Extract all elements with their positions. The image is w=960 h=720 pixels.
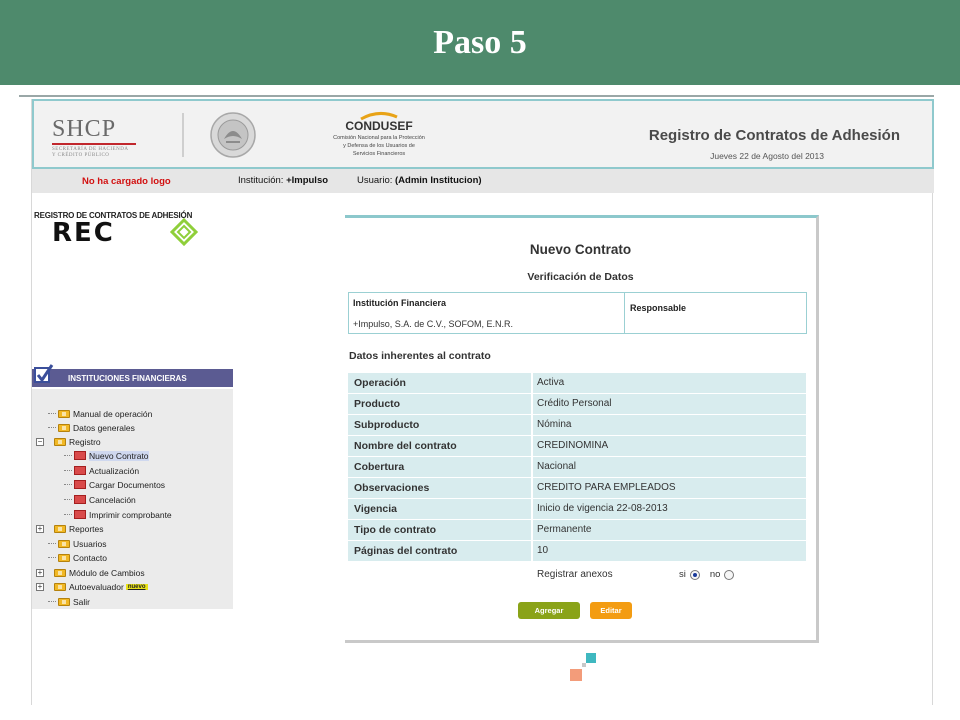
sidebar-item-nuevo-contrato[interactable] xyxy=(64,449,149,462)
row-key: Cobertura xyxy=(354,461,405,473)
reco-title: REGISTRO DE CONTRATOS DE ADHESIÓN xyxy=(34,211,193,220)
sidebar-item-manual[interactable] xyxy=(48,407,152,420)
sidebar-item-contacto[interactable] xyxy=(48,551,107,564)
sidebar-item-label: Registro xyxy=(69,436,101,447)
sidebar-item-cargar-documentos[interactable] xyxy=(64,478,165,491)
condusef-logo xyxy=(304,109,454,167)
page-icon xyxy=(74,480,86,489)
condusef-name: CONDUSEF xyxy=(345,119,413,133)
table-row xyxy=(348,436,806,457)
sidebar-item-modulo-cambios[interactable] xyxy=(36,566,145,579)
sidebar-item-label: Contacto xyxy=(73,552,108,563)
table-row xyxy=(348,478,806,499)
sidebar-item-salir[interactable] xyxy=(48,595,90,608)
sidebar-item-actualizacion[interactable] xyxy=(64,464,139,477)
sidebar-item-label: Cargar Documentos xyxy=(89,479,166,490)
responsable-header: Responsable xyxy=(630,303,687,313)
row-key: Subproducto xyxy=(354,419,420,431)
reco-logo xyxy=(34,211,224,263)
folder-icon xyxy=(54,525,66,533)
sidebar-item-label: Nuevo Contrato xyxy=(89,450,149,461)
row-key: Tipo de contrato xyxy=(354,524,437,536)
cell-divider xyxy=(531,499,533,520)
section-label: INSTITUCIONES FINANCIERAS xyxy=(68,374,187,383)
page-icon xyxy=(74,466,86,475)
mexico-seal-icon xyxy=(204,111,262,159)
anexos-radio-group xyxy=(679,569,738,580)
folder-icon xyxy=(58,598,70,606)
user-value: (Admin Institucion) xyxy=(395,175,482,186)
sidebar-menu xyxy=(32,389,233,609)
institution-value: +Impulso xyxy=(286,175,329,186)
slide-header xyxy=(0,0,960,85)
row-value: Nacional xyxy=(537,461,576,472)
sidebar-item-label: Imprimir comprobante xyxy=(89,509,172,520)
row-key: Producto xyxy=(354,398,401,410)
shcp-red-bar xyxy=(52,143,136,145)
user-label: Usuario: xyxy=(357,175,393,186)
sidebar-item-usuarios[interactable] xyxy=(48,537,107,550)
slide-title: Paso 5 xyxy=(433,23,527,61)
row-value: Activa xyxy=(537,377,565,388)
form-title: Nuevo Contrato xyxy=(529,242,632,257)
editar-button[interactable]: Editar xyxy=(590,602,632,619)
section-title: Datos inherentes al contrato xyxy=(349,350,491,362)
cell-divider xyxy=(531,394,533,415)
sidebar-item-label: Autoevaluador xyxy=(69,581,124,592)
institution-label: Institución: xyxy=(238,175,284,186)
condusef-swoosh-icon xyxy=(359,111,399,121)
expand-icon[interactable]: + xyxy=(37,581,43,591)
cell-divider xyxy=(531,415,533,436)
checkbox-check-icon xyxy=(34,363,54,385)
header-banner xyxy=(32,99,934,169)
tree-line xyxy=(64,499,72,500)
institution-table xyxy=(348,292,807,334)
sidebar-item-label: Actualización xyxy=(89,465,140,476)
sidebar-item-label: Módulo de Cambios xyxy=(69,567,145,578)
shcp-sub-2: Y CRÉDITO PÚBLICO xyxy=(52,153,110,158)
table-row xyxy=(348,520,806,541)
table-row xyxy=(348,394,806,415)
sidebar-item-label: Usuarios xyxy=(73,538,107,549)
table-row xyxy=(348,541,806,562)
cell-divider xyxy=(531,541,533,562)
row-value: Crédito Personal xyxy=(537,398,612,409)
reco-diamond-icon xyxy=(170,218,198,246)
tree-line xyxy=(64,484,72,485)
cell-divider xyxy=(531,436,533,457)
folder-icon xyxy=(54,569,66,577)
sidebar-item-registro[interactable] xyxy=(36,435,101,448)
radio-no-label: no xyxy=(709,569,721,580)
cell-divider xyxy=(531,520,533,541)
sidebar xyxy=(32,193,233,607)
page-icon xyxy=(74,510,86,519)
row-key: Operación xyxy=(354,377,406,389)
folder-icon xyxy=(58,554,70,562)
sidebar-item-label: Salir xyxy=(73,596,91,607)
contract-data-table xyxy=(348,373,806,562)
screenshot-frame xyxy=(19,95,934,710)
expand-icon[interactable]: + xyxy=(37,567,43,577)
folder-icon xyxy=(54,583,66,591)
section-instituciones-financieras[interactable] xyxy=(32,369,233,387)
shcp-logo xyxy=(52,117,164,159)
tree-line xyxy=(64,455,72,456)
app-title: Registro de Contratos de Adhesión xyxy=(648,127,900,144)
sidebar-item-imprimir-comprobante[interactable] xyxy=(64,508,172,521)
tree-line xyxy=(48,557,56,558)
decorative-squares-icon xyxy=(568,649,600,685)
row-key: Observaciones xyxy=(354,482,430,494)
reco-word: REC xyxy=(52,218,115,248)
sidebar-item-label: Datos generales xyxy=(73,422,135,433)
institution-info xyxy=(238,175,328,186)
row-value: CREDITO PARA EMPLEADOS xyxy=(537,482,676,493)
agregar-button[interactable]: Agregar xyxy=(518,602,580,619)
logo-divider xyxy=(182,113,184,157)
table-row xyxy=(348,499,806,520)
new-contract-form xyxy=(345,215,819,643)
shcp-title: SHCP xyxy=(52,116,117,142)
row-key: Nombre del contrato xyxy=(354,440,457,452)
row-key: Páginas del contrato xyxy=(354,545,458,557)
tree-line xyxy=(48,601,56,602)
app-window xyxy=(31,99,933,705)
condusef-sub-2: y Defensa de los Usuarios de xyxy=(343,143,415,149)
radio-si[interactable] xyxy=(690,570,700,580)
row-value: CREDINOMINA xyxy=(537,440,609,451)
condusef-sub-1: Comisión Nacional para la Protección xyxy=(333,135,425,141)
condusef-sub-3: Servicios Financieros xyxy=(352,151,406,157)
page-icon xyxy=(74,495,86,504)
tree-line xyxy=(64,470,72,471)
sidebar-item-label: Manual de operación xyxy=(73,408,153,419)
expand-icon[interactable]: + xyxy=(37,523,43,533)
row-value: 10 xyxy=(537,545,549,556)
sidebar-item-autoevaluador[interactable] xyxy=(36,580,148,593)
radio-si-label: si xyxy=(679,569,686,580)
tree-line xyxy=(48,543,56,544)
row-value: Permanente xyxy=(537,524,592,535)
user-info xyxy=(357,175,482,186)
no-logo-warning: No ha cargado logo xyxy=(82,176,171,187)
radio-no[interactable] xyxy=(724,570,734,580)
institution-cell xyxy=(349,293,625,333)
collapse-icon[interactable]: − xyxy=(37,436,43,446)
new-badge: nuevo xyxy=(127,583,146,590)
shcp-sub-1: SECRETARÍA DE HACIENDA xyxy=(52,147,129,152)
folder-icon xyxy=(58,410,70,418)
folder-icon xyxy=(58,540,70,548)
table-row xyxy=(348,415,806,436)
cell-divider xyxy=(531,478,533,499)
institution-value: +Impulso, S.A. de C.V., SOFOM, E.N.R. xyxy=(353,319,513,329)
tree-line xyxy=(48,427,56,428)
anexos-label: Registrar anexos xyxy=(537,569,613,580)
sidebar-item-cancelacion[interactable] xyxy=(64,493,136,506)
current-date: Jueves 22 de Agosto del 2013 xyxy=(710,151,824,161)
row-value: Inicio de vigencia 22-08-2013 xyxy=(537,503,668,514)
form-subtitle: Verificación de Datos xyxy=(527,271,634,283)
info-bar xyxy=(32,169,934,193)
sidebar-item-datos-generales[interactable] xyxy=(48,421,135,434)
folder-icon xyxy=(58,424,70,432)
tree-line xyxy=(64,514,72,515)
sidebar-item-label: Cancelación xyxy=(89,494,136,505)
institution-header: Institución Financiera xyxy=(353,298,447,308)
folder-icon xyxy=(54,438,66,446)
cell-divider xyxy=(531,373,533,394)
page-icon xyxy=(74,451,86,460)
table-row xyxy=(348,373,806,394)
sidebar-item-label: Reportes xyxy=(69,523,104,534)
sidebar-item-reportes[interactable] xyxy=(36,522,104,535)
cell-divider xyxy=(531,457,533,478)
reco-wordmark xyxy=(34,220,224,246)
table-row xyxy=(348,457,806,478)
row-value: Nómina xyxy=(537,419,572,430)
row-key: Vigencia xyxy=(354,503,397,515)
tree-line xyxy=(48,413,56,414)
